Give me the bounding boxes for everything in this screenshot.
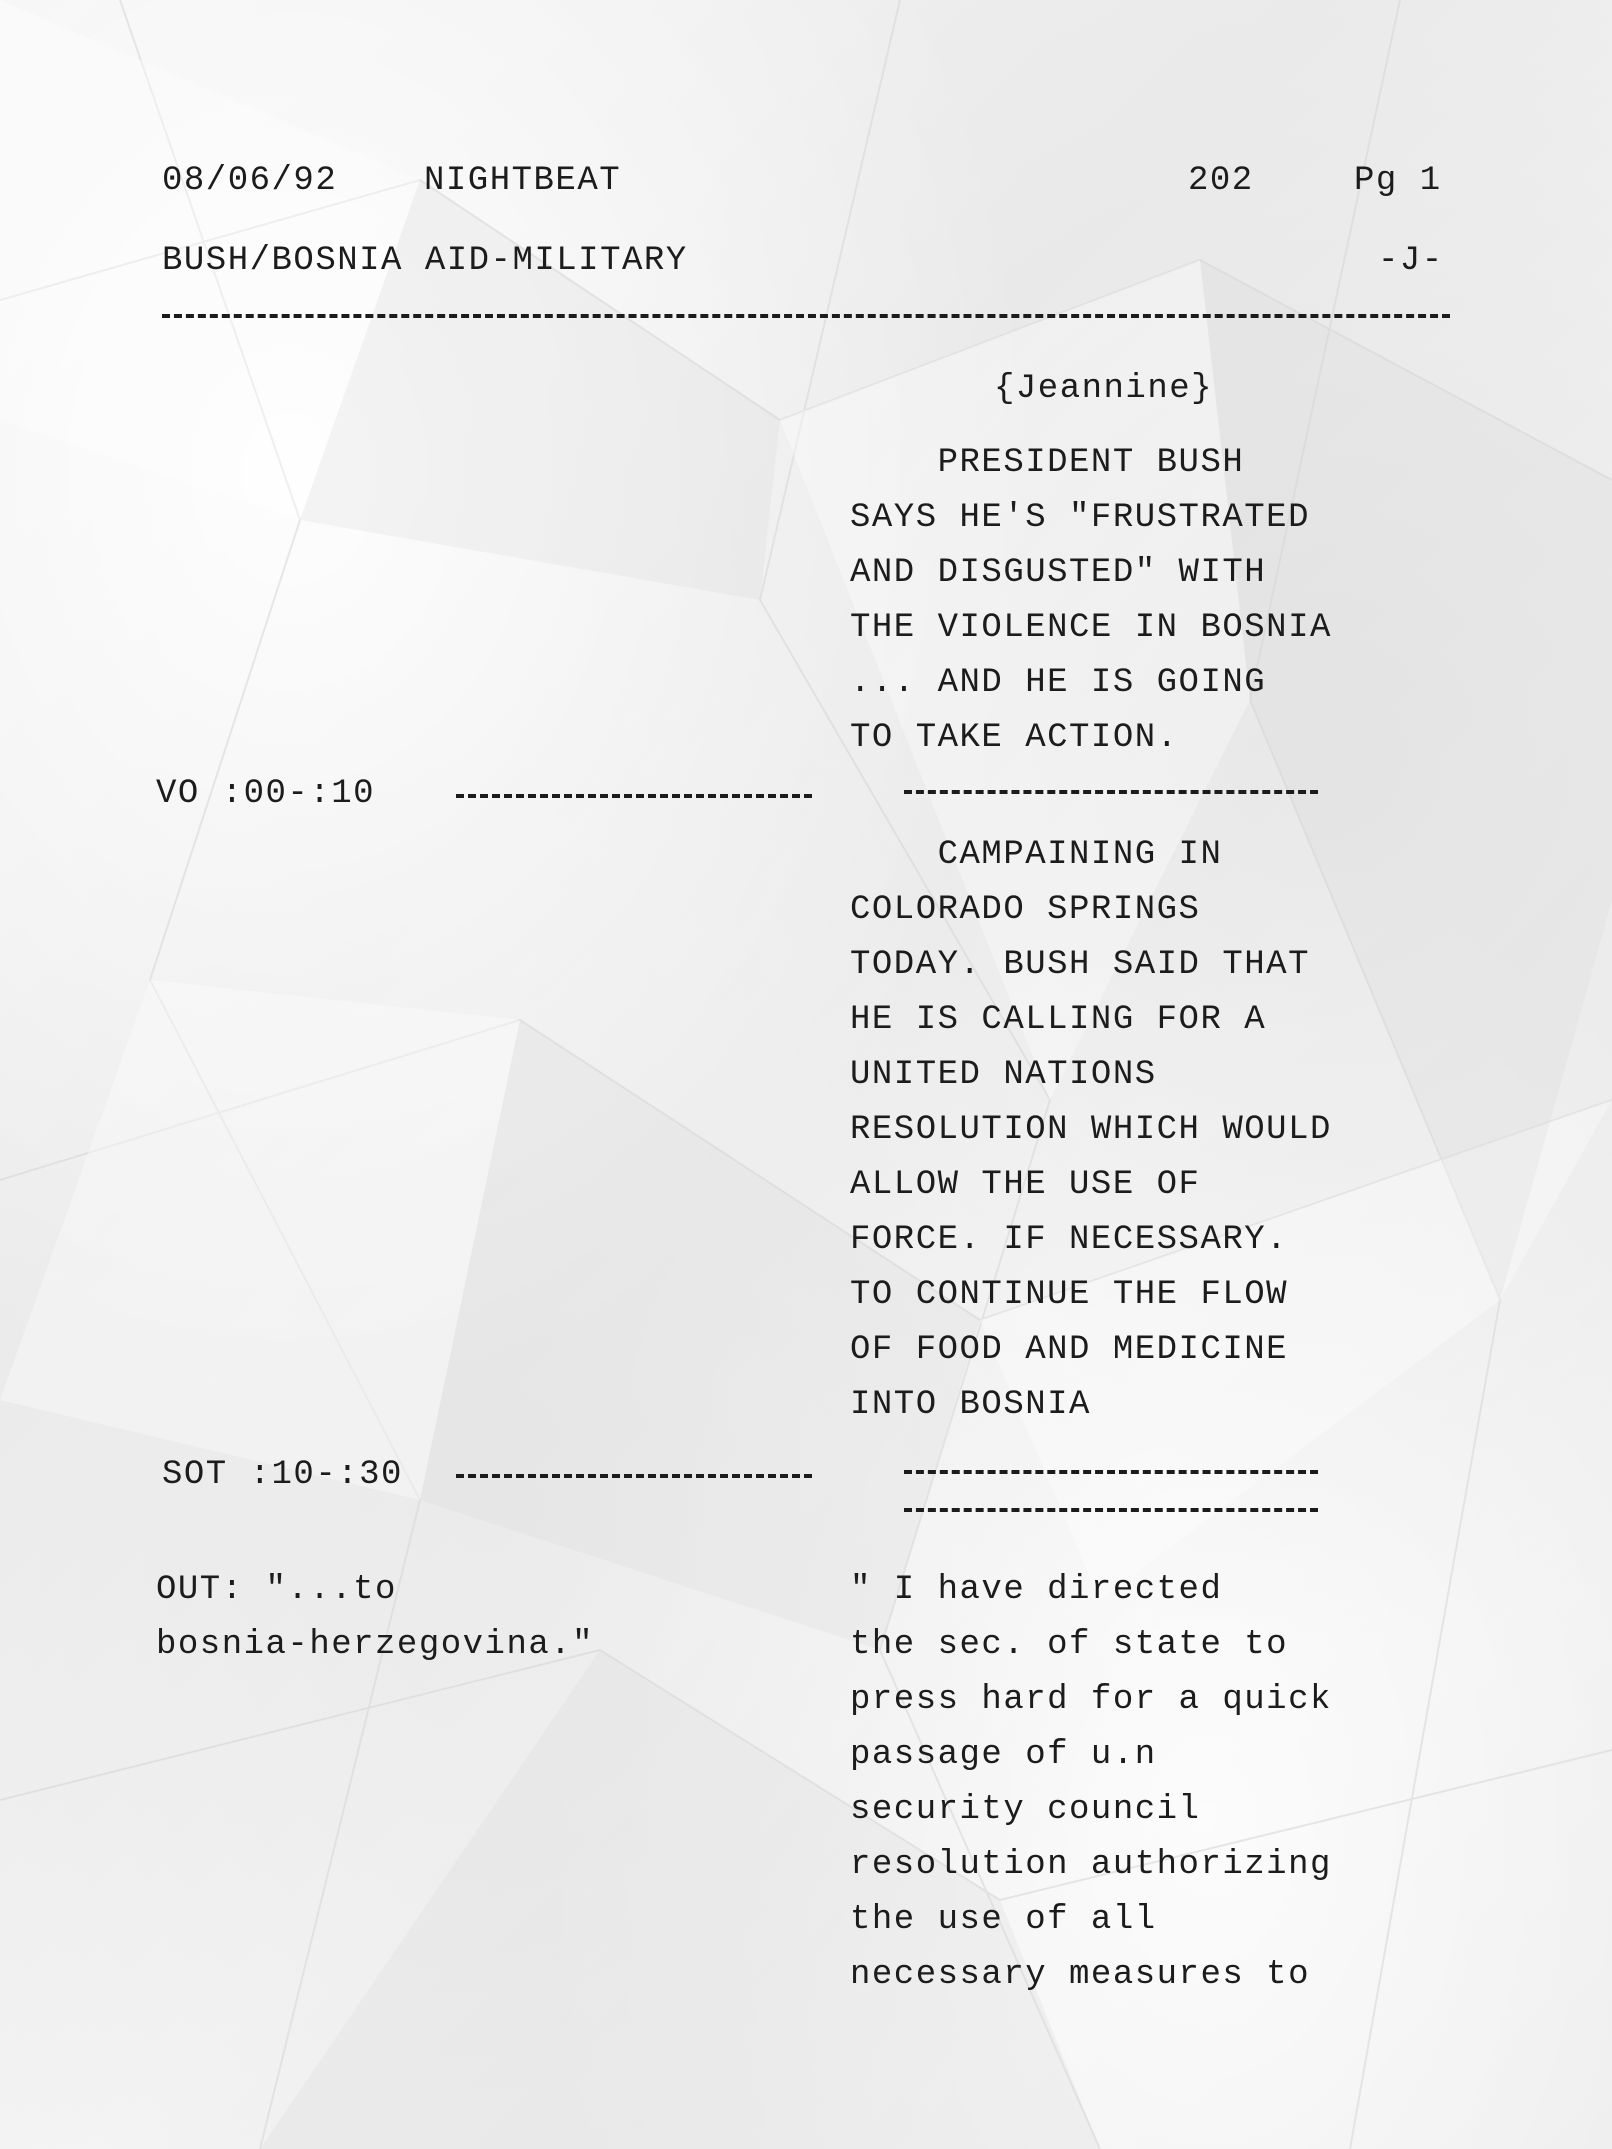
section-divider — [904, 1508, 1318, 1512]
script-line: PRESIDENT BUSH — [850, 444, 1245, 482]
script-line: INTO BOSNIA — [850, 1386, 1091, 1424]
anchor-name: {Jeannine} — [994, 370, 1214, 408]
header-slug: BUSH/BOSNIA AID-MILITARY — [162, 242, 688, 280]
script-line: TO TAKE ACTION. — [850, 719, 1179, 757]
script-line: TODAY. BUSH SAID THAT — [850, 946, 1310, 984]
header-divider — [162, 314, 1450, 318]
script-line: passage of u.n — [850, 1736, 1157, 1774]
script-line: AND DISGUSTED" WITH — [850, 554, 1267, 592]
header-page: Pg 1 — [1354, 162, 1442, 200]
script-line: OF FOOD AND MEDICINE — [850, 1331, 1289, 1369]
script-line: ... AND HE IS GOING — [850, 664, 1267, 702]
cue-sot: SOT :10-:30 — [162, 1456, 403, 1494]
script-line: CAMPAINING IN — [850, 836, 1223, 874]
script-line: COLORADO SPRINGS — [850, 891, 1201, 929]
header-date: 08/06/92 — [162, 162, 338, 200]
script-line: TO CONTINUE THE FLOW — [850, 1276, 1289, 1314]
script-line: the use of all — [850, 1901, 1157, 1939]
header-show: NIGHTBEAT — [424, 162, 622, 200]
cue-sot-rule — [456, 1474, 812, 1478]
script-line: FORCE. IF NECESSARY. — [850, 1221, 1289, 1259]
script-line: THE VIOLENCE IN BOSNIA — [850, 609, 1332, 647]
script-line: security council — [850, 1791, 1201, 1829]
script-line: SAYS HE'S "FRUSTRATED — [850, 499, 1310, 537]
header-number: 202 — [1188, 162, 1254, 200]
section-divider — [904, 1470, 1318, 1474]
cue-vo-rule — [456, 794, 812, 798]
script-line: the sec. of state to — [850, 1626, 1289, 1664]
cue-vo: VO :00-:10 — [156, 775, 376, 813]
script-line: HE IS CALLING FOR A — [850, 1001, 1267, 1039]
script-line: " I have directed — [850, 1571, 1223, 1609]
script-line: ALLOW THE USE OF — [850, 1166, 1201, 1204]
script-line: resolution authorizing — [850, 1846, 1332, 1884]
script-line: necessary measures to — [850, 1956, 1310, 1994]
out-cue: OUT: "...to bosnia-herzegovina." — [156, 1571, 595, 1664]
section-divider — [904, 790, 1318, 794]
script-line: UNITED NATIONS — [850, 1056, 1157, 1094]
script-line: press hard for a quick — [850, 1681, 1332, 1719]
script-line: RESOLUTION WHICH WOULD — [850, 1111, 1332, 1149]
header-writer: -J- — [1378, 242, 1444, 280]
